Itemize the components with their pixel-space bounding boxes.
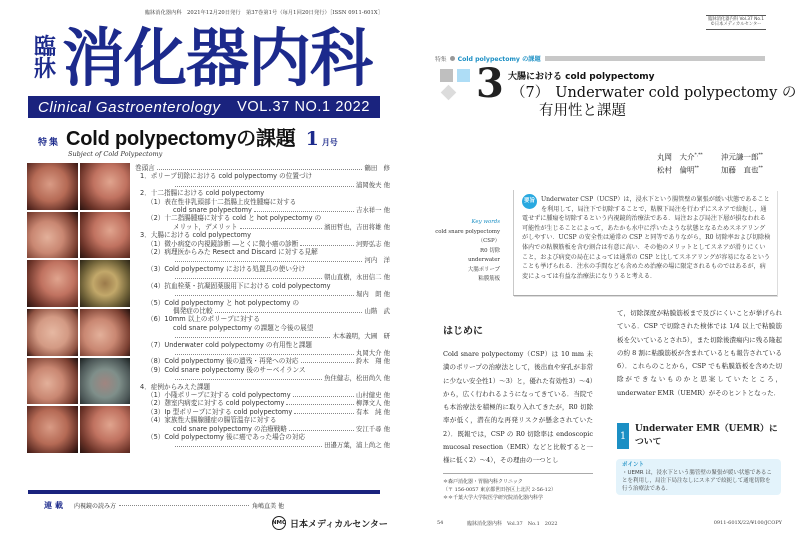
rinsho-bottom: 牀 (34, 57, 57, 82)
toc-entry[interactable]: 2．十二指腸における cold polypectomy (140, 189, 265, 198)
footnote: ＊森戸消化器・胃腸内科クリニック (443, 479, 523, 485)
section-number: 3 (476, 60, 504, 107)
feature-tag: 特集 (38, 138, 61, 148)
footnote: ＊＊千葉大学大学院医学研究院消化器内科学 (443, 495, 544, 501)
series-bar (545, 56, 765, 61)
toc-entry[interactable]: （5）Cold polypectomy と hot polypectomy の (147, 298, 300, 307)
english-title: Clinical Gastroenterology (38, 98, 221, 116)
author: 松村 倫明** (657, 165, 699, 174)
toc-entry[interactable]: （4）家族性大腸腺腫症の腸管温存に対する (147, 416, 277, 425)
endoscopy-photo (27, 260, 78, 307)
toc-entry[interactable]: （2）病理医からみた Resect and Discard に対する見解 (147, 248, 318, 257)
footnote: （〒 156-0057 東京都世田谷区上北沢 2-56-12） (443, 487, 557, 493)
publisher (272, 516, 388, 530)
journal-citation: 臨牀消化器内科 Vol.37 No.1 2022 (467, 521, 558, 527)
body-column-2: て，切除深度が粘膜筋板まで及びにくいことが挙げられている．CSP で切除された検体では 1/4 以上で粘膜筋板を欠いているとされ5），また切除後潰瘍内に残る隆起の約 8 割に粘膜筋板が含まれているとも報告されている6）．これらのことから，CSP でも粘膜筋板を含めた切除ができないものかと思案していたところ，underwater EMR（UEMR）がそのヒントとなった． (617, 309, 782, 397)
toc-entry[interactable]: （1）小隆ポリープに対する cold polypectomy 山村健史 他 (147, 390, 390, 399)
article-title (511, 84, 796, 120)
toc-entry[interactable]: 4．症例からみえた課題 (140, 382, 211, 391)
toc-entry[interactable]: 浦岡俊夫 他 (135, 181, 390, 189)
toc-entry[interactable]: 堀内 朗 他 (135, 290, 390, 298)
point-title: ポイント (622, 462, 645, 468)
author: 沖元謙一郎** (721, 152, 763, 162)
endoscopy-photo (27, 163, 78, 210)
endoscopy-photo-grid (27, 163, 130, 453)
toc-entry[interactable]: （9）Cold snare polypectomy 後のサーベイランス (147, 365, 306, 374)
toc-entry[interactable]: （2）十二指腸腫瘍に対する cold と hot polypectomy の (147, 214, 322, 223)
toc-entry[interactable]: （4）抗血栓薬・抗凝固薬服用下における cold polypectomy (147, 281, 331, 290)
issue-month-label: 月号 (321, 138, 338, 147)
keywords (430, 218, 500, 285)
cover-divider (28, 490, 380, 494)
author: 加藤 直也** (721, 165, 763, 174)
subsection-title-line1: Underwater EMR（UEMR）に (635, 424, 778, 434)
page-number: 54 (437, 520, 444, 526)
toc-entry[interactable]: 朝山直樹，永田信二 他 (135, 273, 390, 281)
feature-title: Cold polypectomyの課題 (66, 128, 296, 150)
copyright-box: 臨牀消化器内科 Vol.37 No.1 ©日本メディカルセンター (706, 15, 766, 30)
summary-badge-icon: 要旨 (522, 194, 537, 209)
toc-entry[interactable]: （7）Underwater cold polypectomy の有用性と課題 (147, 340, 313, 349)
decor-square-gray (440, 69, 453, 82)
section-title: 大腸における cold polypectomy (508, 72, 655, 82)
table-of-contents (135, 164, 390, 450)
subsection-title-line2: ついて (635, 436, 662, 447)
endoscopy-photo (27, 309, 78, 356)
intro-heading: はじめに (443, 326, 483, 337)
toc-entry[interactable]: （1）表在性非乳頭部十二指腸上皮性腫瘍に対する (147, 197, 297, 206)
toc-entry[interactable]: cold snare polypectomy の治療戦略 安江千尋 他 (173, 424, 390, 433)
journal-cover (0, 0, 395, 542)
toc-entry[interactable]: 河内 洋 (135, 256, 390, 264)
endoscopy-photo (80, 406, 131, 453)
toc-entry[interactable]: 偶発症の比較 山階 武 (173, 306, 390, 315)
toc-entry[interactable]: 巻頭言 鶴田 修 (135, 164, 390, 172)
article-number: （7） (511, 85, 550, 101)
publisher-logo-icon: NMC (272, 516, 286, 530)
keyword: 粘膜筋板 (478, 276, 500, 282)
endoscopy-photo (80, 163, 131, 210)
point-text: ・UEMR は，浸水下という腸管壁の緊張が緩い状態であることを利用し，局注下局注なしにスネアで絞扼して通電切除を行う治療法である． (622, 470, 772, 492)
keyword: 大腸ポリープ (467, 266, 500, 273)
toc-entry[interactable]: （8）Cold polypectomy 後の遺残・再発への対応 鈴木 翔 他 (147, 357, 390, 366)
serial-label: 連載 (44, 501, 66, 510)
series-topic: Cold polypectomy の課題 (457, 56, 541, 63)
point-box (616, 459, 781, 495)
footnotes (443, 478, 556, 502)
publication-info: 臨牀消化器内科 2021年12月20日発行 第37巻第1号（毎月1回20日発行）［ISSN 0911-601X］ (144, 10, 383, 16)
endoscopy-photo (80, 309, 131, 356)
serial-title: 内視鏡の読み方 (74, 503, 117, 510)
toc-entry[interactable]: （1）微小病変の内視鏡診断 ―とくに微小癌の診断 河野弘志 他 (147, 239, 390, 248)
journal-title: 消化器内科 (62, 22, 373, 95)
copyright-code: 0911-601X/22/¥100/JCOPY (713, 520, 782, 526)
keyword: cold snare polypectomy (435, 228, 500, 235)
page-footer (437, 520, 782, 527)
issue-month-number: 1 (305, 128, 319, 150)
body-column-1: Cold snare polypectomy（CSP）は 10 mm 未満のポリープの治療法として，後出血や穿孔が非常に少ない安全性1）～3）と，優れた有効性3）～4）から，広く行われるようになってきている．当院でも本治療法を積極的に取り入れてきたが，R0 切除率が低く，潜在的な再発リスクが懸念されていた2）．既報では，CSP の R0 切除率は endoscopic mucosal resection（EMR）などと比較すると一様に低く2）～4），その理由の一つとし (443, 350, 593, 465)
keyword: underwater (468, 257, 500, 263)
keyword: R0 切除 (480, 247, 500, 254)
toc-entry[interactable]: （2）憩室内病変に対する cold polypectomy 柳澤文人 他 (147, 399, 390, 408)
toc-entry[interactable]: （3）Ip 型ポリープに対する cold polypectomy 有本 純 他 (147, 407, 390, 416)
endoscopy-photo (27, 358, 78, 405)
toc-entry[interactable]: メリット，デメリット 濱田哲也，吉田将雄 他 (173, 222, 390, 231)
toc-entry[interactable]: （3）Cold polypectomy における処置具の使い分け (147, 264, 306, 273)
article-title-line1: Underwater cold polypectomy の (555, 85, 797, 101)
endoscopy-photo (27, 406, 78, 453)
rinsho-top: 臨 (34, 35, 57, 60)
toc-entry[interactable]: cold snare polypectomy の課題と今後の展望 (173, 323, 314, 332)
keyword: （CSP） (477, 238, 500, 244)
decor-square-blue (457, 69, 470, 82)
subsection-heading (617, 423, 778, 449)
toc-entry[interactable]: 魚住健志，松田尚久 他 (135, 374, 390, 382)
summary-text: Underwater CSP（UCSP）は，浸水下という腸管壁の緊張が緩い状態であることを利用して，局注下で切除することで，粘膜下局注を行わずにスネアで絞扼し，通電せずに腫瘍を切除するという内視鏡的治療法である．局注および局注下層が損なわれる可能性が生じることによって，あたかも水中に浮いたような状態となるためスネアリングがしやすい．UCSP の安全性は通常の CSP と同等でありながら，R0 切除率および切除検体内での粘膜筋板を含む割合は有意に高い．その他のメリットとしてスネアが滑りにくいこと，および病変の局在によっては通常の CSP と比してスネアリングが容易になるということも挙げられる．注水の手間なども含めため治療の場に限定されるものではあるが，病変によっては有益な治療法になりうると考える． (522, 196, 771, 280)
feature-heading (38, 122, 338, 151)
bullet-icon (450, 56, 455, 61)
footnote-divider (443, 473, 593, 474)
masthead (34, 24, 372, 94)
authors (657, 150, 773, 175)
toc-entry[interactable]: 3．大腸における cold polypectomy (140, 231, 251, 240)
toc-entry[interactable]: 丸岡大介 他 (135, 349, 390, 357)
toc-entry[interactable]: （5）Cold polypectomy 後に癌であった場合の対応 (147, 433, 306, 441)
summary-box (513, 190, 777, 296)
article-title-line2: 有用性と課題 (539, 103, 626, 119)
toc-entry[interactable]: 木本義明，大圃 研 (135, 332, 390, 340)
author: 丸岡 大介*,** (657, 152, 703, 162)
subsection-number: 1 (617, 423, 629, 449)
endoscopy-photo (80, 358, 131, 405)
endoscopy-photo (80, 260, 131, 307)
masthead-rinsho (34, 37, 56, 81)
keywords-title: Key words (471, 219, 500, 225)
toc-entry[interactable]: 1．ポリープ切除における cold polypectomy の位置づけ (140, 172, 313, 181)
serial-author: 角嶋直美 他 (252, 503, 284, 510)
endoscopy-photo (27, 212, 78, 259)
journal-banner (28, 96, 380, 118)
serial-entry[interactable] (44, 500, 284, 511)
feature-subtitle: Subject of Cold Polypectomy (68, 150, 163, 158)
toc-entry[interactable]: 田邉万葉，浦上尚之 他 (135, 441, 390, 449)
series-label: 特集 (435, 57, 447, 63)
toc-entry[interactable]: （6）10mm 以上のポリープに対する (147, 315, 260, 324)
endoscopy-photo (80, 212, 131, 259)
toc-entry[interactable]: cold snare polypectomy 吉水祥一 他 (173, 206, 390, 215)
volume-info: VOL.37 NO.1 2022 (237, 99, 370, 115)
publisher-name: 日本メディカルセンター (290, 519, 388, 530)
